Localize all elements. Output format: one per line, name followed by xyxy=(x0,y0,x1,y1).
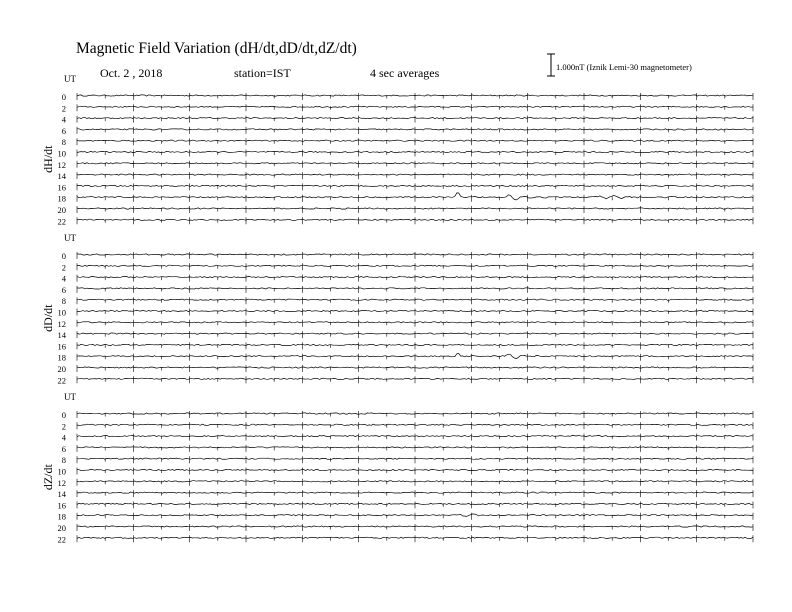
row-label: 16 xyxy=(57,341,66,352)
row-label: 8 xyxy=(61,137,66,148)
row-ticks xyxy=(77,195,753,202)
ut-label: UT xyxy=(64,392,76,402)
row-ticks xyxy=(77,354,753,361)
row-label: 12 xyxy=(57,318,66,329)
chart-title: Magnetic Field Variation (dH/dt,dD/dt,dZ/dt) xyxy=(76,40,357,57)
row-label: 6 xyxy=(61,443,66,454)
row-ticks xyxy=(77,331,753,338)
row-ticks xyxy=(77,468,753,475)
row-ticks xyxy=(77,206,753,213)
row-label: 4 xyxy=(61,432,66,443)
row-label: 14 xyxy=(57,489,66,500)
row-ticks xyxy=(77,297,753,304)
averaging-label: 4 sec averages xyxy=(370,66,440,80)
ut-label: UT xyxy=(64,233,76,243)
row-label: 0 xyxy=(61,251,66,261)
panel-label: dH/dt xyxy=(41,145,55,173)
station-label: station=IST xyxy=(234,66,291,80)
row-ticks xyxy=(77,161,753,168)
row-label: 0 xyxy=(61,92,66,102)
row-label: 20 xyxy=(57,364,66,374)
row-label: 18 xyxy=(57,511,66,522)
row-ticks xyxy=(77,422,753,429)
row-label: 2 xyxy=(61,103,66,114)
row-label: 22 xyxy=(57,216,66,227)
panel-label: dZ/dt xyxy=(41,464,55,491)
row-label: 12 xyxy=(57,159,66,170)
row-ticks xyxy=(77,479,753,486)
row-ticks xyxy=(77,263,753,270)
ut-label: UT xyxy=(64,74,76,84)
row-label: 8 xyxy=(61,296,66,307)
scale-bar-label: 1.000nT (Iznik Lemi-30 magnetometer) xyxy=(556,62,692,72)
panel-2 xyxy=(41,392,753,544)
row-ticks xyxy=(77,501,753,508)
row-ticks xyxy=(77,535,753,542)
row-ticks xyxy=(77,183,753,190)
row-ticks xyxy=(77,309,753,316)
row-label: 8 xyxy=(61,455,66,466)
row-label: 18 xyxy=(57,193,66,204)
row-ticks xyxy=(77,172,753,179)
row-ticks xyxy=(77,513,753,520)
row-ticks xyxy=(77,365,753,372)
panel-1 xyxy=(41,233,753,385)
row-label: 2 xyxy=(61,421,66,432)
row-ticks xyxy=(77,524,753,531)
row-ticks xyxy=(77,490,753,497)
row-label: 14 xyxy=(57,330,66,341)
row-ticks xyxy=(77,342,753,349)
row-ticks xyxy=(77,445,753,452)
row-label: 6 xyxy=(61,284,66,295)
row-label: 14 xyxy=(57,171,66,182)
row-label: 0 xyxy=(61,410,66,420)
row-label: 4 xyxy=(61,114,66,125)
row-ticks xyxy=(77,434,753,441)
row-label: 16 xyxy=(57,182,66,193)
row-label: 22 xyxy=(57,375,66,386)
row-label: 16 xyxy=(57,500,66,511)
row-label: 18 xyxy=(57,352,66,363)
row-label: 10 xyxy=(57,466,66,477)
row-label: 20 xyxy=(57,523,66,533)
row-ticks xyxy=(77,217,753,224)
row-ticks xyxy=(77,252,753,259)
row-ticks xyxy=(77,116,753,123)
row-ticks xyxy=(77,456,753,463)
row-label: 6 xyxy=(61,125,66,136)
row-label: 22 xyxy=(57,534,66,545)
row-label: 20 xyxy=(57,205,66,215)
row-ticks xyxy=(77,150,753,157)
row-ticks xyxy=(77,411,753,418)
row-label: 4 xyxy=(61,273,66,284)
panel-label: dD/dt xyxy=(41,304,55,332)
row-ticks xyxy=(77,320,753,327)
row-ticks xyxy=(77,127,753,134)
row-ticks xyxy=(77,376,753,383)
row-label: 12 xyxy=(57,477,66,488)
row-ticks xyxy=(77,104,753,111)
row-ticks xyxy=(77,138,753,145)
row-ticks xyxy=(77,275,753,282)
scale-bar xyxy=(547,54,692,76)
row-label: 10 xyxy=(57,148,66,159)
row-label: 2 xyxy=(61,262,66,273)
row-ticks xyxy=(77,286,753,293)
date-label: Oct. 2 , 2018 xyxy=(100,66,163,80)
row-ticks xyxy=(77,93,753,100)
panel-0 xyxy=(41,74,753,226)
row-label: 10 xyxy=(57,307,66,318)
